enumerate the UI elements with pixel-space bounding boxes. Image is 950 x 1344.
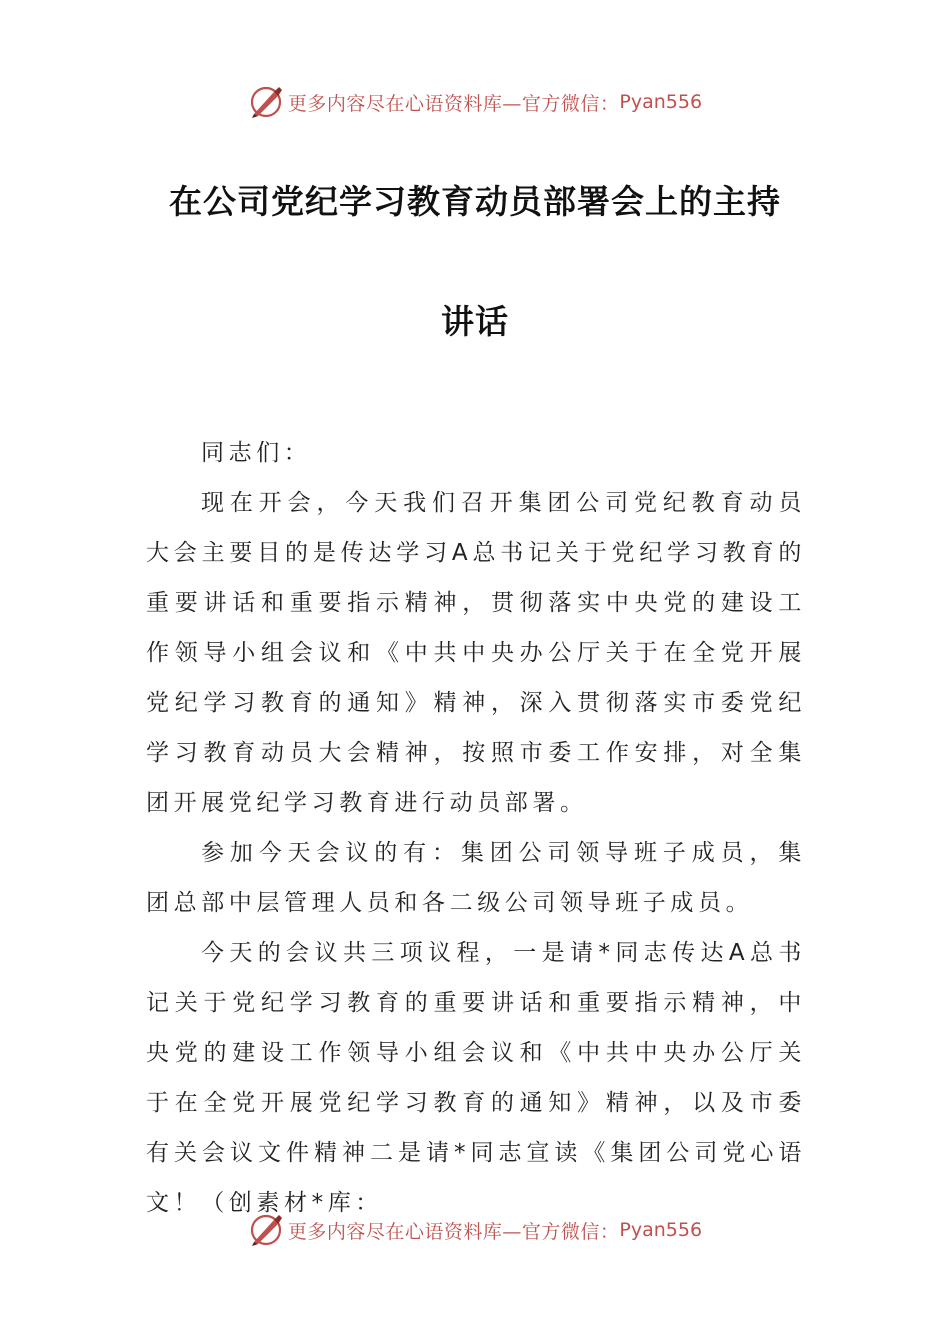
body-paragraph: 参加今天会议的有：集团公司领导班子成员，集团总部中层管理人员和各二级公司领导班子成员。	[146, 840, 806, 916]
footer-watermark-banner	[0, 1210, 950, 1250]
document-title: 在公司党纪学习教育动员部署会上的主持	[169, 182, 781, 221]
banner-wechat-id: Pyan556	[619, 1219, 703, 1241]
header-watermark-banner	[0, 82, 950, 122]
body-paragraph: 现在开会，今天我们召开集团公司党纪教育动员大会主要目的是传达学习A总书记关于党纪学习教育的重要讲话和重要指示精神，贯彻落实中央党的建设工作领导小组会议和《中共中央办公厅关于在全党开展党纪学习教育的通知》精神，深入贯彻落实市委党纪学习教育动员大会精神，按照市委工作安排，对全集团开展党纪学习教育进行动员部署。	[146, 490, 806, 816]
banner-text: 更多内容尽在心语资料库—官方微信：	[287, 1220, 620, 1243]
document-body	[146, 428, 806, 1228]
banner-wechat-id: Pyan556	[619, 91, 703, 113]
body-paragraph: 今天的会议共三项议程，一是请*同志传达A总书记关于党纪学习教育的重要讲话和重要指示精神，中央党的建设工作领导小组会议和《中共中央办公厅关于在全党开展党纪学习教育的通知》精神，以及市委有关会议文件精神二是请*同志宣读《集团公司党心语文！（创素材*库：	[146, 940, 806, 1216]
pen-logo-icon	[248, 84, 284, 120]
document-title-continued: 讲话	[441, 302, 509, 341]
greeting: 同志们：	[201, 440, 312, 466]
banner-text: 更多内容尽在心语资料库—官方微信：	[287, 92, 620, 115]
pen-logo-icon	[248, 1212, 284, 1248]
